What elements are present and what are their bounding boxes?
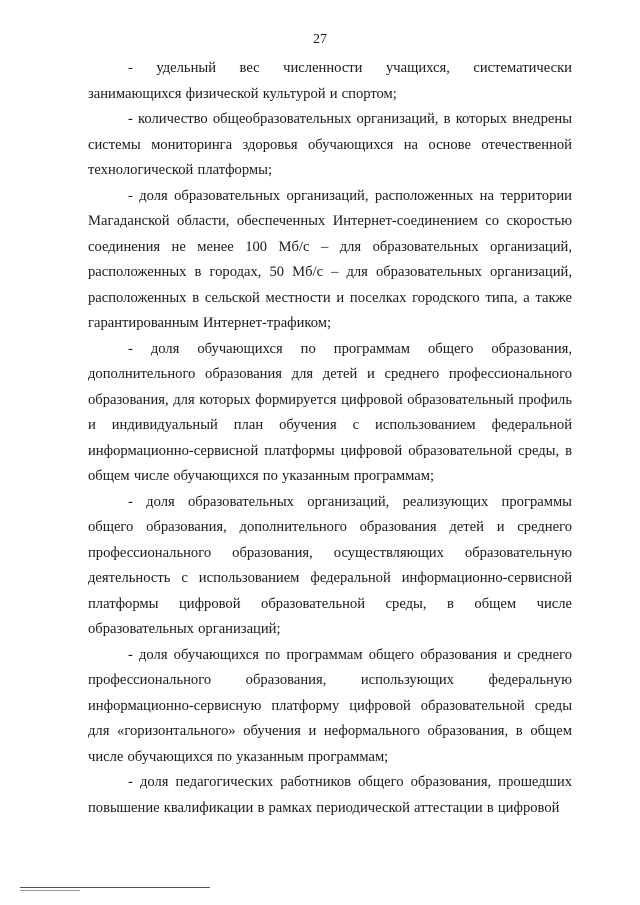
footer-rule-thin — [20, 890, 80, 891]
list-item: - доля педагогических работников общего образования, прошедших повышение квалификации в рамках периодической аттестации в цифровой — [88, 774, 572, 816]
document-body — [88, 56, 572, 821]
list-item: - количество общеобразовательных организаций, в которых внедрены системы мониторинга здоровья обучающихся на основе отечественной технологической платформы; — [88, 111, 572, 178]
footer-rule — [20, 887, 210, 888]
list-item: - доля образовательных организаций, расположенных на территории Магаданской области, обеспеченных Интернет-соединением со скоростью соединения не менее 100 Мб/с – для образовательных организаций, расположенных в городах, 50 Мб/с – для образовательных организаций, расположенных в сельской местности и поселках городского типа, а также гарантированным Интернет-трафиком; — [88, 187, 572, 331]
list-item: - доля обучающихся по программам общего образования, дополнительного образования для детей и среднего профессионального образования, для которых формируется цифровой образовательный профиль и индивидуальный план обучения с использованием федеральной информационно-сервисной платформы цифровой образовательной среды, в общем числе обучающихся по указанным программам; — [88, 340, 572, 484]
list-item: - удельный вес численности учащихся, систематически занимающихся физической культурой и спортом; — [88, 60, 572, 102]
list-item: - доля образовательных организаций, реализующих программы общего образования, дополнительного образования детей и среднего профессионального образования, осуществляющих образовательную деятельность с использованием федеральной информационно-сервисной платформы цифровой образовательной среды, в общем числе образовательных организаций; — [88, 493, 572, 637]
list-item: - доля обучающихся по программам общего образования и среднего профессионального образования, использующих федеральную информационно-сервисную платформу цифровой образовательной среды для «горизонтального» обучения и неформального образования, в общем числе обучающихся по указанным программам; — [88, 646, 572, 765]
page-number: 27 — [313, 32, 327, 47]
